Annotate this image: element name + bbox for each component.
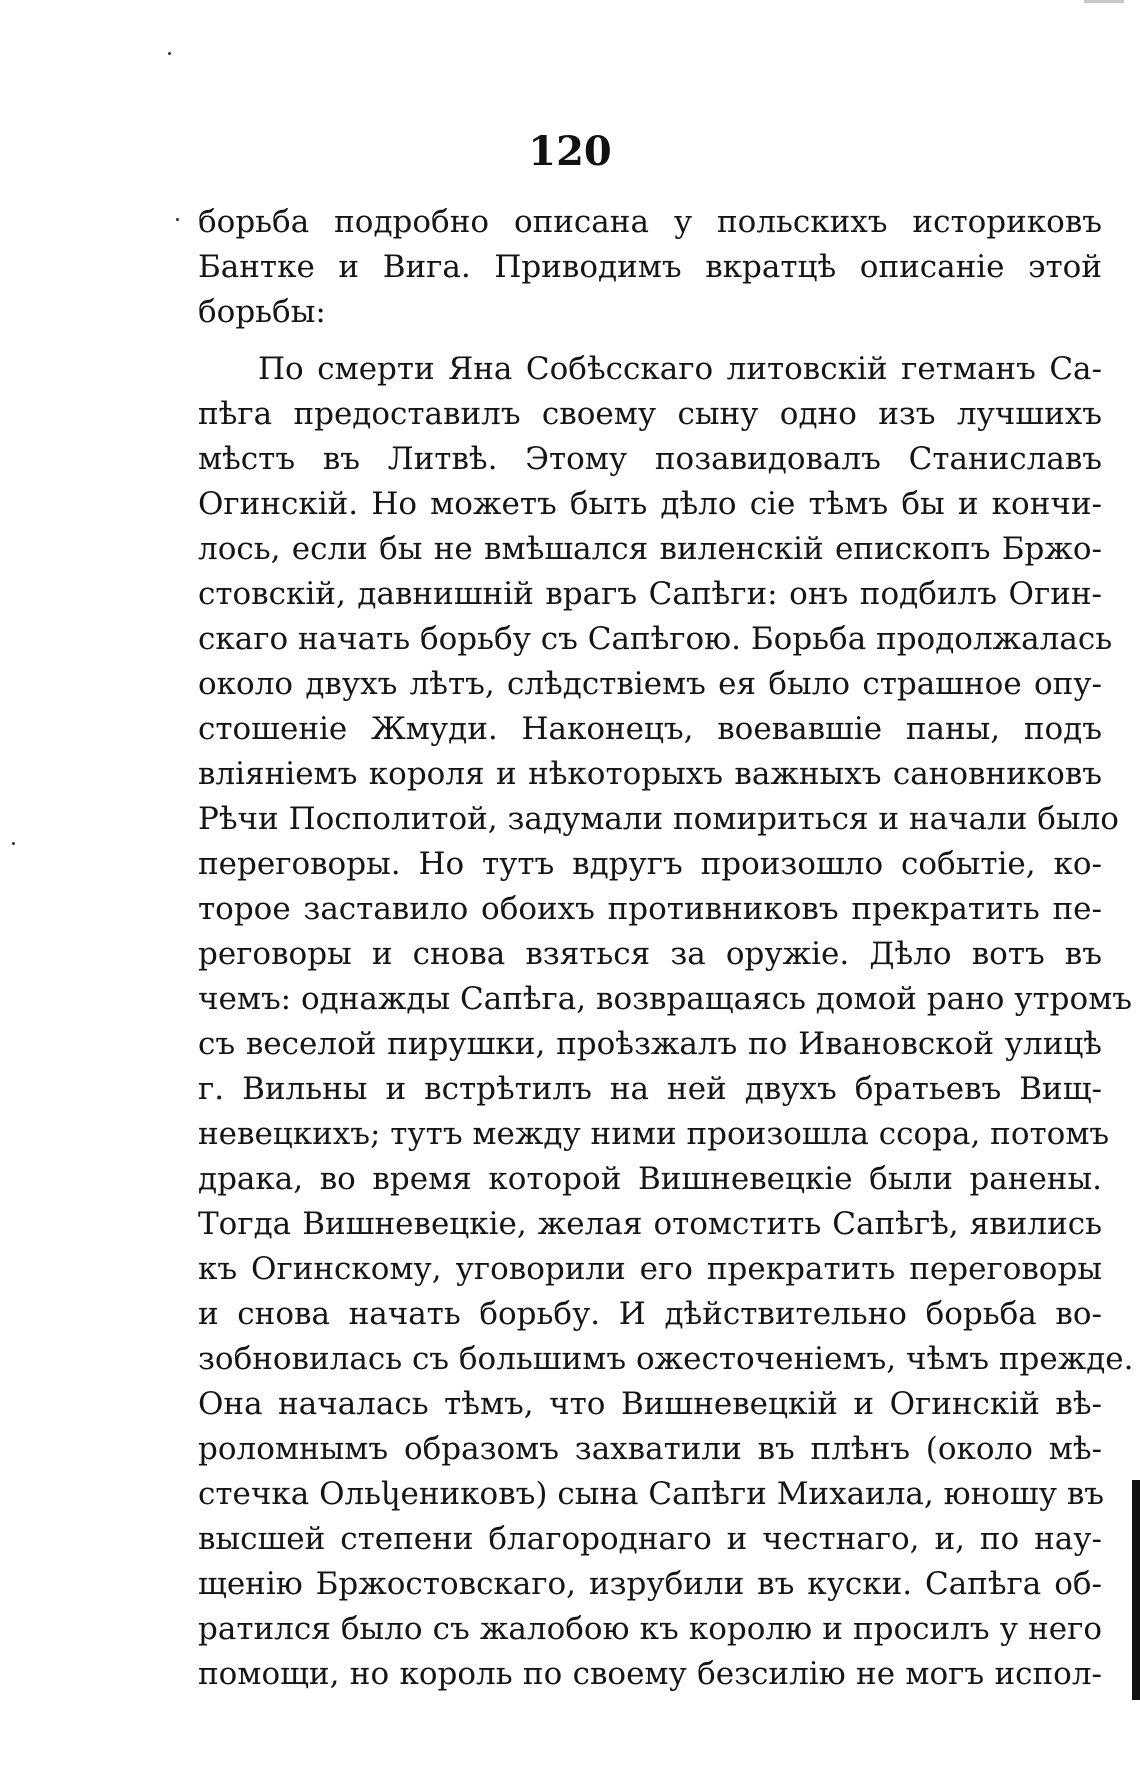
text-line: борьба подробно описана у польскихъ историковъ	[198, 204, 1102, 240]
scan-speck	[168, 52, 171, 55]
text-line: роломнымъ образомъ захватили въ плѣнъ (около мѣ-	[198, 1431, 1102, 1467]
page-number: 120	[528, 128, 612, 175]
text-line: высшей степени благороднаго и честнаго, и, по нау-	[198, 1521, 1102, 1557]
body-text	[198, 200, 1134, 1697]
scan-speck	[12, 842, 15, 845]
text-line: Рѣчи Посполитой, задумали помириться и начали было	[198, 801, 1119, 837]
text-line: переговоры. Но тутъ вдругъ произошло событіе, ко-	[198, 846, 1102, 882]
text-line: Тогда Вишневецкіе, желая отомстить Сапѣгѣ, явились	[198, 1206, 1102, 1242]
text-line: помощи, но король по своему безсилію не могъ испол-	[198, 1656, 1102, 1692]
paragraph-2	[198, 347, 1134, 1697]
text-line: чемъ: однажды Сапѣга, возвращаясь домой рано утромъ	[198, 981, 1133, 1017]
text-line: и снова начать борьбу. И дѣйствительно борьба во-	[198, 1296, 1102, 1332]
text-line: драка, во время которой Вишневецкіе были ранены.	[198, 1161, 1102, 1197]
scan-edge-mark	[1084, 0, 1124, 3]
text-line: реговоры и снова взяться за оружіе. Дѣло вотъ въ	[198, 936, 1102, 972]
scan-edge-bar	[1132, 1480, 1140, 1700]
text-line: лось, если бы не вмѣшался виленскій епископъ Бржо-	[198, 531, 1102, 567]
text-line: мѣстъ въ Литвѣ. Этому позавидовалъ Станиславъ	[198, 441, 1102, 477]
text-line: невецкихъ; тутъ между ними произошла ссора, потомъ	[198, 1116, 1110, 1152]
text-line: зобновилась съ большимъ ожесточеніемъ, чѣмъ прежде.	[198, 1341, 1134, 1377]
text-line: пѣга предоставилъ своему сыну одно изъ лучшихъ	[198, 396, 1102, 432]
text-line: вліяніемъ короля и нѣкоторыхъ важныхъ сановниковъ	[198, 756, 1102, 792]
text-line: По смерти Яна Собѣсскаго литовскій гетманъ Са-	[258, 351, 1102, 387]
text-line: г. Вильны и встрѣтилъ на ней двухъ братьевъ Вищ-	[198, 1071, 1102, 1107]
text-line: къ Огинскому, уговорили его прекратить переговоры	[198, 1251, 1102, 1287]
text-line: стовскій, давнишній врагъ Сапѣги: онъ подбилъ Огин-	[198, 576, 1102, 612]
text-line: съ веселой пирушки, проѣзжалъ по Ивановской улицѣ	[198, 1026, 1102, 1062]
text-line: Огинскій. Но можетъ быть дѣло сіе тѣмъ бы и кончи-	[198, 486, 1102, 522]
text-line: Она началась тѣмъ, что Вишневецкій и Огинскій вѣ-	[198, 1386, 1102, 1422]
text-line: скаго начать борьбу съ Сапѣгою. Борьба продолжалась	[198, 621, 1113, 657]
text-line: ратился было съ жалобою къ королю и просилъ у него	[198, 1611, 1102, 1647]
text-line: около двухъ лѣтъ, слѣдствіемъ ея было страшное опу-	[198, 666, 1102, 702]
text-line: борьбы:	[198, 294, 326, 330]
scan-speck	[176, 218, 179, 221]
text-line: стечка Ольկениковъ) сына Сапѣги Михаила, юношу въ	[198, 1476, 1105, 1512]
text-line: щенію Бржостовскаго, изрубили въ куски. Сапѣга об-	[198, 1566, 1102, 1602]
text-line: стошеніе Жмуди. Наконецъ, воевавшіе паны, подъ	[198, 711, 1102, 747]
text-line: Бантке и Вига. Приводимъ вкратцѣ описаніе этой	[198, 249, 1102, 285]
text-line: торое заставило обоихъ противниковъ прекратить пе-	[198, 891, 1102, 927]
paragraph-1	[198, 200, 1102, 335]
